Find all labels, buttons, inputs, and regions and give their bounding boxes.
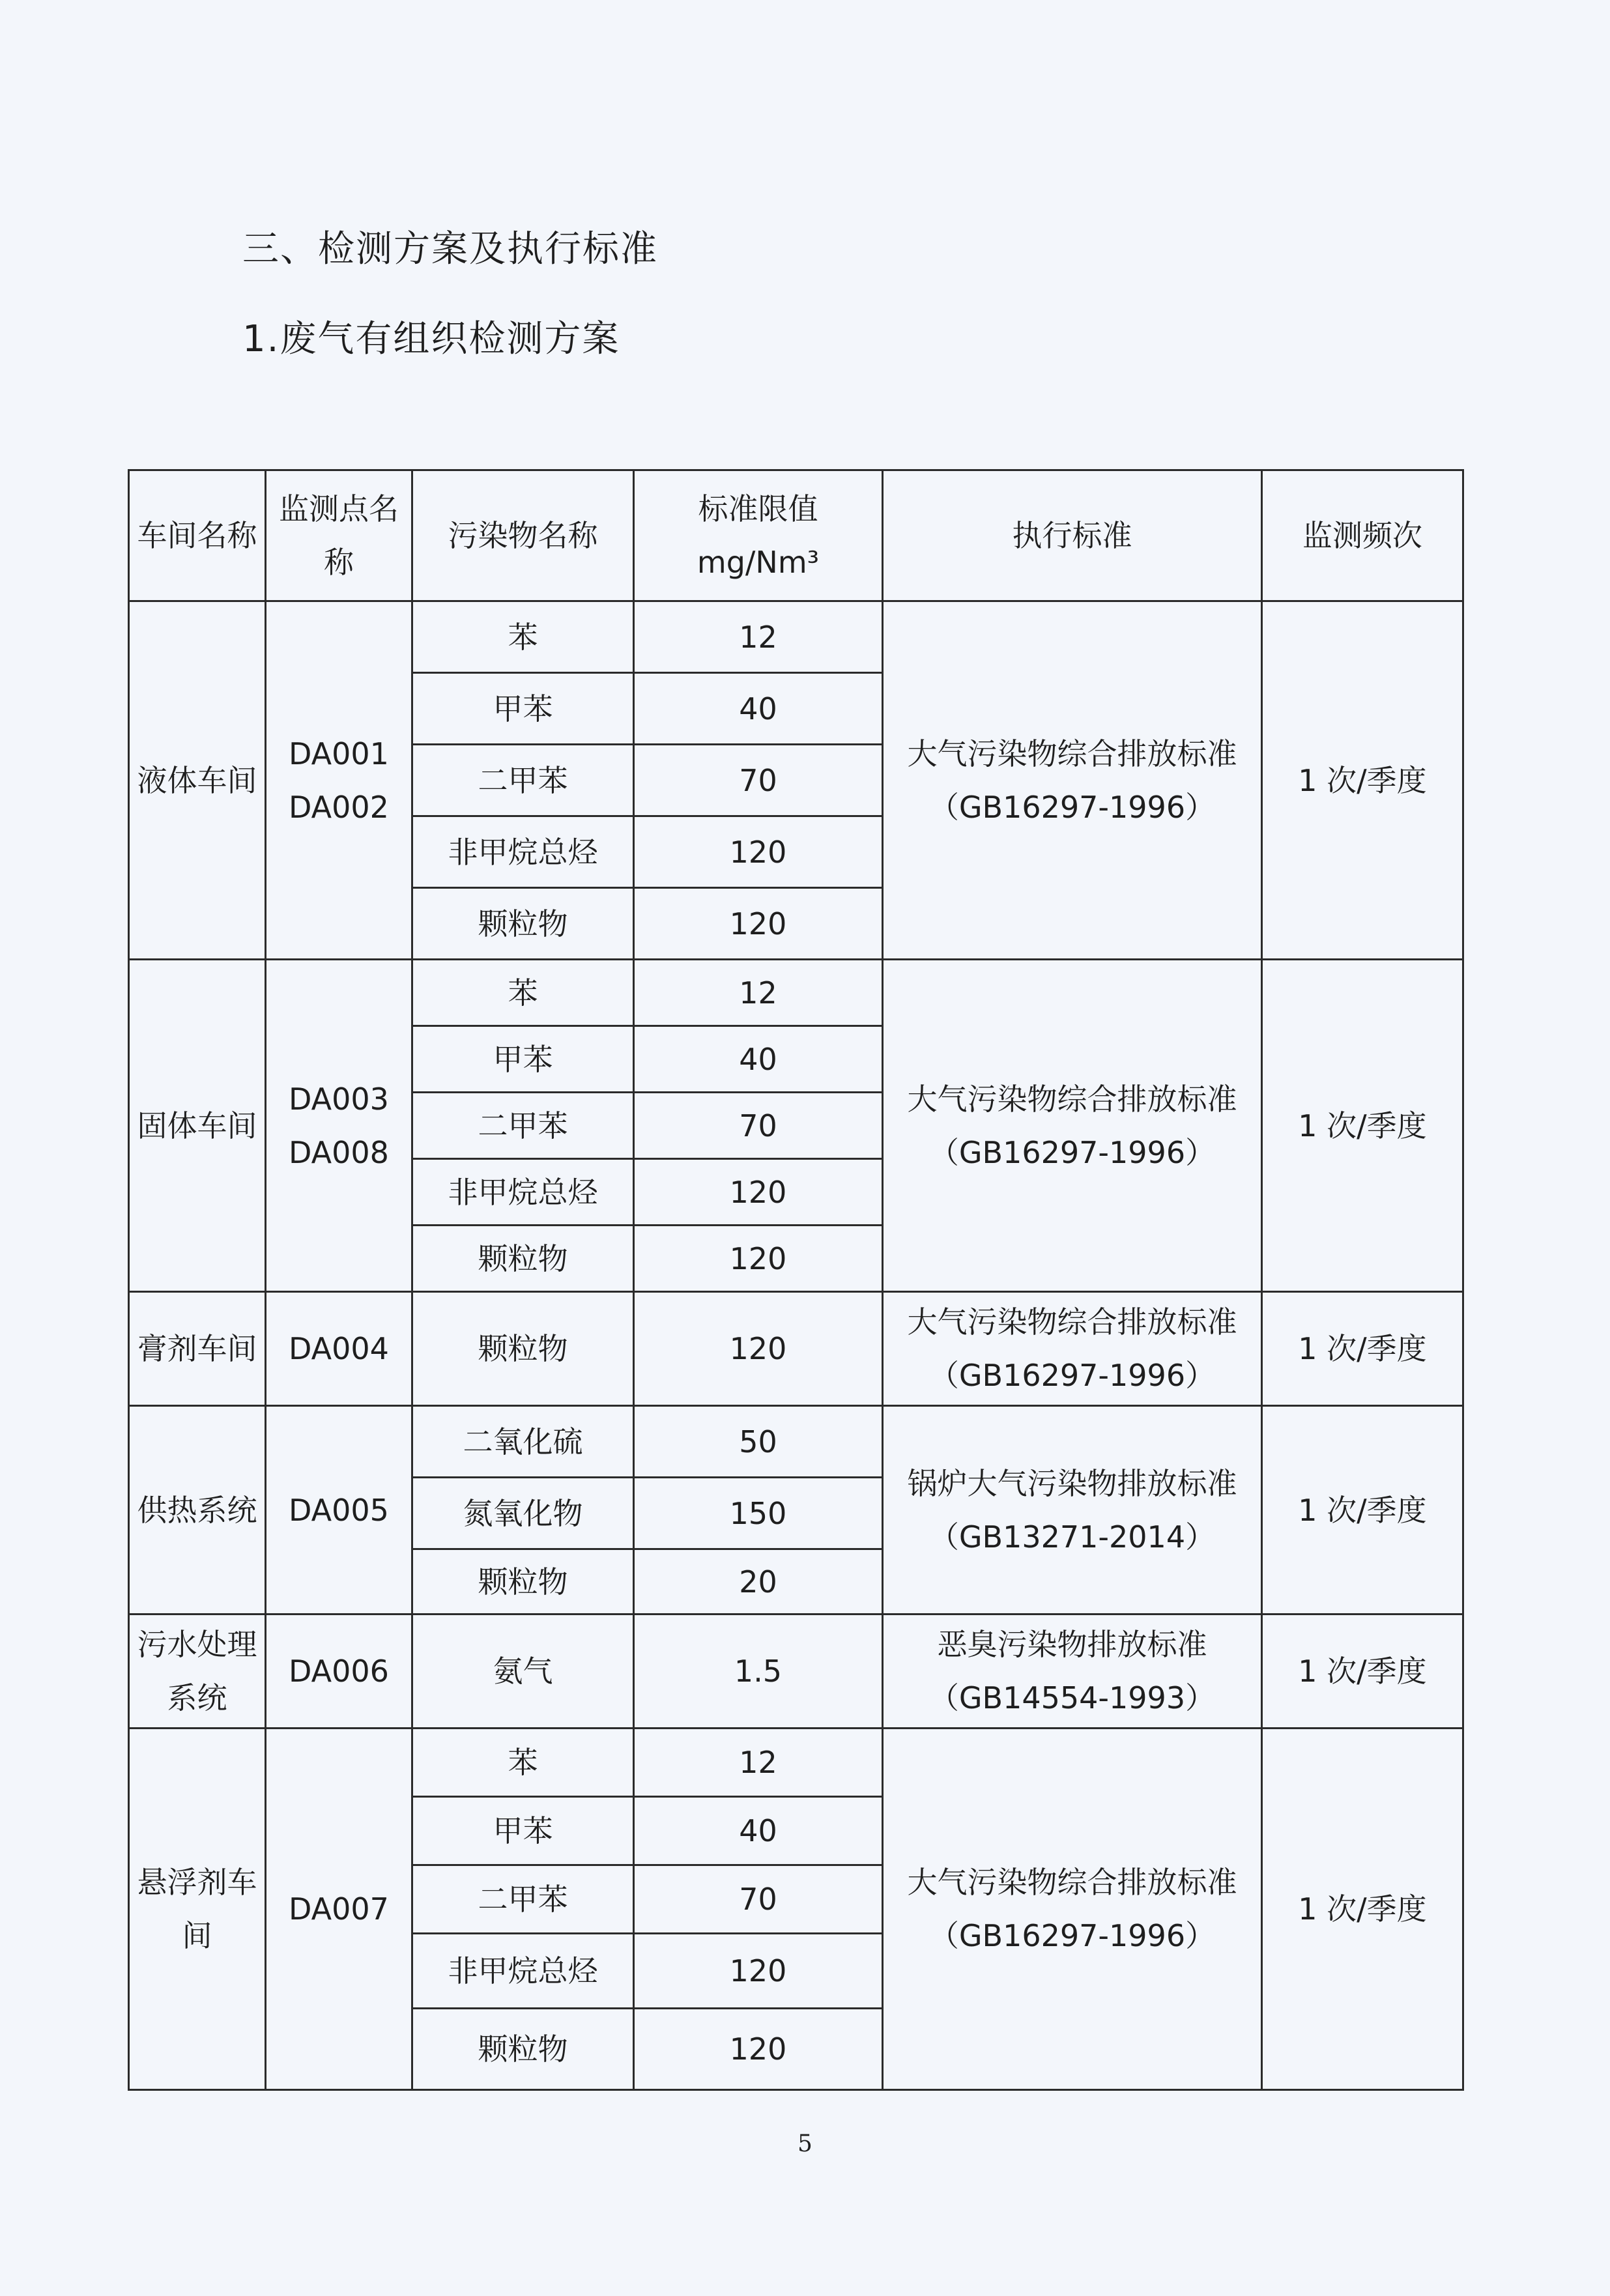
pollutant-cell: 甲苯 xyxy=(412,1797,634,1865)
pollutant-cell: 二甲苯 xyxy=(412,1093,634,1159)
limit-cell: 70 xyxy=(634,745,883,816)
limit-cell: 20 xyxy=(634,1549,883,1614)
limit-cell: 12 xyxy=(634,601,883,673)
monitoring-point-cell: DA004 xyxy=(266,1292,412,1406)
pollutant-cell: 颗粒物 xyxy=(412,2009,634,2090)
standard-cell: 大气污染物综合排放标准（GB16297-1996） xyxy=(883,960,1262,1292)
pollutant-cell: 苯 xyxy=(412,601,634,673)
pollutant-cell: 非甲烷总烃 xyxy=(412,1934,634,2009)
pollutant-cell: 甲苯 xyxy=(412,1026,634,1093)
standard-cell: 锅炉大气污染物排放标准（GB13271-2014） xyxy=(883,1406,1262,1614)
limit-cell: 150 xyxy=(634,1478,883,1549)
limit-cell: 70 xyxy=(634,1093,883,1159)
pollutant-cell: 颗粒物 xyxy=(412,888,634,960)
limit-cell: 70 xyxy=(634,1865,883,1934)
table-row xyxy=(129,1292,1463,1406)
limit-cell: 50 xyxy=(634,1406,883,1478)
header-limit: 标准限值 mg/Nm³ xyxy=(634,470,883,601)
frequency-cell: 1 次/季度 xyxy=(1262,1614,1463,1729)
monitoring-point-cell: DA005 xyxy=(266,1406,412,1614)
header-frequency: 监测频次 xyxy=(1262,470,1463,601)
monitoring-point-cell: DA007 xyxy=(266,1729,412,2090)
pollutant-cell: 颗粒物 xyxy=(412,1292,634,1406)
workshop-cell: 液体车间 xyxy=(129,601,266,960)
frequency-cell: 1 次/季度 xyxy=(1262,1292,1463,1406)
frequency-cell: 1 次/季度 xyxy=(1262,1406,1463,1614)
monitoring-point-cell: DA006 xyxy=(266,1614,412,1729)
table-row xyxy=(129,1406,1463,1478)
frequency-cell: 1 次/季度 xyxy=(1262,1729,1463,2090)
limit-cell: 120 xyxy=(634,2009,883,2090)
pollutant-cell: 二甲苯 xyxy=(412,1865,634,1934)
monitoring-point-cell: DA001 DA002 xyxy=(266,601,412,960)
table-row xyxy=(129,601,1463,673)
table-header-row xyxy=(129,470,1463,601)
table-row xyxy=(129,1614,1463,1729)
pollutant-cell: 颗粒物 xyxy=(412,1549,634,1614)
standard-cell: 大气污染物综合排放标准（GB16297-1996） xyxy=(883,1729,1262,2090)
limit-cell: 12 xyxy=(634,1729,883,1797)
pollutant-cell: 苯 xyxy=(412,960,634,1026)
workshop-cell: 悬浮剂车间 xyxy=(129,1729,266,2090)
limit-cell: 120 xyxy=(634,1159,883,1226)
pollutant-cell: 氨气 xyxy=(412,1614,634,1729)
limit-cell: 40 xyxy=(634,1797,883,1865)
header-pollutant: 污染物名称 xyxy=(412,470,634,601)
frequency-cell: 1 次/季度 xyxy=(1262,960,1463,1292)
pollutant-cell: 二甲苯 xyxy=(412,745,634,816)
pollutant-cell: 非甲烷总烃 xyxy=(412,1159,634,1226)
limit-cell: 40 xyxy=(634,1026,883,1093)
header-workshop: 车间名称 xyxy=(129,470,266,601)
limit-cell: 40 xyxy=(634,673,883,745)
section-title: 三、检测方案及执行标准 xyxy=(242,228,658,270)
standard-cell: 大气污染物综合排放标准（GB16297-1996） xyxy=(883,601,1262,960)
standard-cell: 恶臭污染物排放标准（GB14554-1993） xyxy=(883,1614,1262,1729)
monitoring-plan-table xyxy=(128,469,1464,2091)
table-body xyxy=(129,601,1463,2090)
limit-cell: 120 xyxy=(634,1292,883,1406)
table-row xyxy=(129,1729,1463,1797)
pollutant-cell: 苯 xyxy=(412,1729,634,1797)
pollutant-cell: 氮氧化物 xyxy=(412,1478,634,1549)
table-row xyxy=(129,960,1463,1026)
limit-cell: 120 xyxy=(634,1226,883,1292)
monitoring-point-cell: DA003 DA008 xyxy=(266,960,412,1292)
pollutant-cell: 非甲烷总烃 xyxy=(412,816,634,888)
limit-cell: 1.5 xyxy=(634,1614,883,1729)
pollutant-cell: 甲苯 xyxy=(412,673,634,745)
limit-cell: 12 xyxy=(634,960,883,1026)
standard-cell: 大气污染物综合排放标准（GB16297-1996） xyxy=(883,1292,1262,1406)
workshop-cell: 供热系统 xyxy=(129,1406,266,1614)
limit-cell: 120 xyxy=(634,816,883,888)
subsection-title: 1.废气有组织检测方案 xyxy=(242,318,620,360)
frequency-cell: 1 次/季度 xyxy=(1262,601,1463,960)
workshop-cell: 固体车间 xyxy=(129,960,266,1292)
page-number: 5 xyxy=(798,2131,812,2157)
header-point: 监测点名称 xyxy=(266,470,412,601)
workshop-cell: 膏剂车间 xyxy=(129,1292,266,1406)
pollutant-cell: 二氧化硫 xyxy=(412,1406,634,1478)
limit-cell: 120 xyxy=(634,1934,883,2009)
workshop-cell: 污水处理系统 xyxy=(129,1614,266,1729)
limit-cell: 120 xyxy=(634,888,883,960)
pollutant-cell: 颗粒物 xyxy=(412,1226,634,1292)
header-standard: 执行标准 xyxy=(883,470,1262,601)
